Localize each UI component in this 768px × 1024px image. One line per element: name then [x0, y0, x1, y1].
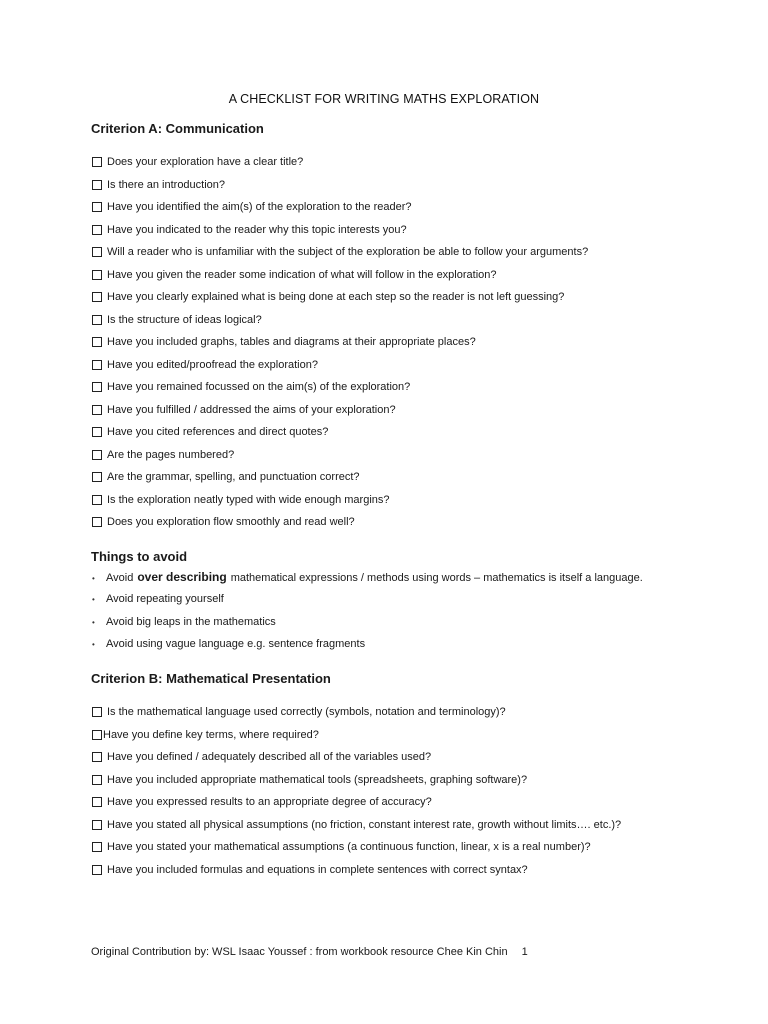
checkbox-icon[interactable] [92, 865, 102, 875]
checklist-item [92, 264, 588, 287]
checkbox-icon[interactable] [92, 405, 102, 415]
checklist-item [92, 489, 588, 512]
checklist-item [92, 241, 588, 264]
checklist-item-text: Have you cited references and direct quotes? [107, 426, 329, 438]
avoid-item-text: Avoid repeating yourself [106, 593, 224, 606]
checkbox-icon[interactable] [92, 225, 102, 235]
avoid-item-prefix: Avoid [106, 572, 134, 584]
checkbox-icon[interactable] [92, 360, 102, 370]
checkbox-icon[interactable] [92, 157, 102, 167]
criterion-a-heading: Criterion A: Communication [91, 121, 264, 136]
checkbox-icon[interactable] [92, 247, 102, 257]
checklist-item-text: Will a reader who is unfamiliar with the subject of the exploration be able to follow your arguments? [107, 246, 589, 258]
avoid-item-suffix: mathematical expressions / methods using words – mathematics is itself a language. [230, 572, 643, 584]
checklist-item-text: Have you included formulas and equations in complete sentences with correct syntax? [107, 863, 528, 876]
checklist-item-text: Have you remained focussed on the aim(s) of the exploration? [107, 381, 411, 393]
checklist-item [92, 511, 588, 534]
checkbox-icon[interactable] [92, 707, 102, 717]
checkbox-icon[interactable] [92, 842, 102, 852]
checkbox-icon[interactable] [92, 797, 102, 807]
checkbox-icon[interactable] [92, 270, 102, 280]
checklist-item-text: Does your exploration have a clear title? [107, 156, 304, 168]
avoid-item [92, 633, 643, 655]
avoid-item-text: Avoid big leaps in the mathematics [106, 615, 276, 628]
checkbox-icon[interactable] [92, 730, 102, 740]
checklist-item [92, 421, 588, 444]
checklist-item [92, 466, 588, 489]
checkbox-icon[interactable] [92, 775, 102, 785]
avoid-item [92, 588, 643, 610]
checkbox-icon[interactable] [92, 495, 102, 505]
checklist-item [92, 701, 621, 724]
criterion-a-checklist [92, 151, 588, 534]
page-footer [91, 946, 528, 958]
checklist-item [92, 376, 588, 399]
bullet-icon: • [92, 574, 95, 583]
footer-contribution: Original Contribution by: WSL Isaac Youssef : from workbook resource Chee Kin Chin [91, 946, 508, 958]
checklist-item-text: Have you define key terms, where required? [103, 728, 319, 741]
checklist-item [92, 814, 621, 837]
checklist-item-text: Have you edited/proofread the exploration? [107, 358, 318, 371]
checklist-item-text: Have you expressed results to an appropriate degree of accuracy? [107, 796, 432, 808]
checklist-item-text: Is the exploration neatly typed with wide enough margins? [107, 493, 390, 506]
checklist-item [92, 746, 621, 769]
checklist-item [92, 151, 588, 174]
checklist-item-text: Have you included graphs, tables and diagrams at their appropriate places? [107, 336, 476, 348]
bullet-icon: • [92, 595, 95, 605]
checklist-item [92, 331, 588, 354]
avoid-item [92, 566, 643, 588]
checklist-item-text: Is the mathematical language used correctly (symbols, notation and terminology)? [107, 706, 506, 718]
checkbox-icon[interactable] [92, 427, 102, 437]
checklist-item [92, 399, 588, 422]
avoid-item [92, 611, 643, 633]
page-number: 1 [521, 946, 528, 958]
checklist-item-text: Have you fulfilled / addressed the aims of your exploration? [107, 403, 396, 416]
checklist-item [92, 859, 621, 882]
checkbox-icon[interactable] [92, 382, 102, 392]
checklist-item [92, 174, 588, 197]
checkbox-icon[interactable] [92, 820, 102, 830]
checklist-item-text: Have you defined / adequately described all of the variables used? [107, 751, 432, 763]
checklist-item-text: Is the structure of ideas logical? [107, 313, 262, 326]
checkbox-icon[interactable] [92, 752, 102, 762]
checkbox-icon[interactable] [92, 202, 102, 212]
checklist-item [92, 196, 588, 219]
checkbox-icon[interactable] [92, 517, 102, 527]
checklist-item-text: Have you identified the aim(s) of the exploration to the reader? [107, 201, 412, 213]
checklist-item [92, 354, 588, 377]
criterion-b-heading: Criterion B: Mathematical Presentation [91, 671, 331, 686]
checklist-item-text: Does you exploration flow smoothly and read well? [107, 516, 355, 528]
checklist-item-text: Have you clearly explained what is being done at each step so the reader is not left guessing? [107, 291, 565, 303]
checkbox-icon[interactable] [92, 292, 102, 302]
things-to-avoid-heading: Things to avoid [91, 549, 188, 564]
bullet-icon: • [92, 639, 95, 649]
checklist-item-text: Have you included appropriate mathematical tools (spreadsheets, graphing software)? [107, 773, 528, 786]
checklist-item [92, 286, 588, 309]
checkbox-icon[interactable] [92, 315, 102, 325]
checkbox-icon[interactable] [92, 337, 102, 347]
checklist-item-text: Have you stated your mathematical assumptions (a continuous function, linear, x is a real number)? [107, 841, 591, 853]
checklist-item [92, 219, 588, 242]
checklist-item [92, 444, 588, 467]
checklist-item-text: Are the grammar, spelling, and punctuation correct? [107, 471, 360, 483]
checklist-item-text: Have you given the reader some indication of what will follow in the exploration? [107, 268, 497, 281]
avoid-item-emphasis: over describing [137, 570, 227, 584]
checklist-item-text: Is there an introduction? [107, 178, 226, 191]
criterion-b-checklist [92, 701, 621, 881]
checkbox-icon[interactable] [92, 472, 102, 482]
checklist-item [92, 724, 621, 747]
checkbox-icon[interactable] [92, 450, 102, 460]
checklist-item-text: Have you indicated to the reader why this topic interests you? [107, 223, 407, 236]
avoid-item-text: Avoid using vague language e.g. sentence fragments [106, 637, 366, 650]
checklist-item [92, 309, 588, 332]
checkbox-icon[interactable] [92, 180, 102, 190]
things-to-avoid-list [92, 566, 643, 655]
checklist-item [92, 769, 621, 792]
bullet-icon: • [92, 617, 95, 627]
checklist-item-text: Have you stated all physical assumptions (no friction, constant interest rate, growth without limits…. etc.)? [107, 818, 622, 831]
checklist-item-text: Are the pages numbered? [107, 448, 235, 461]
document-title: A CHECKLIST FOR WRITING MATHS EXPLORATION [228, 92, 540, 106]
checklist-item [92, 791, 621, 814]
checklist-item [92, 836, 621, 859]
